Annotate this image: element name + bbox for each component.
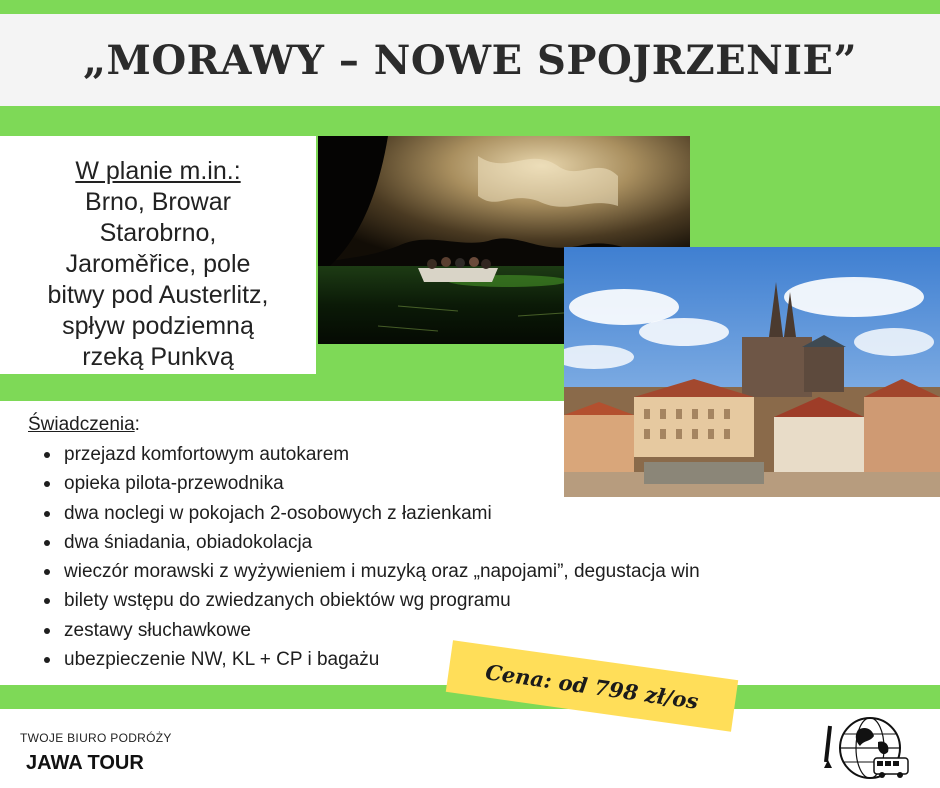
list-item: przejazd komfortowym autokarem	[64, 440, 700, 469]
plan-line: bitwy pod Austerlitz,	[47, 281, 269, 309]
plan-line: spływ podziemną	[62, 312, 254, 340]
agency-tagline: TWOJE BIURO PODRÓŻY	[20, 731, 172, 745]
plan-line: Brno, Browar	[85, 188, 231, 216]
plan-line: Starobrno,	[99, 219, 217, 247]
agency-name: JAWA TOUR	[26, 752, 144, 774]
benefits-heading: Świadczenia	[28, 414, 135, 435]
benefits-list	[28, 440, 700, 674]
price-text: Cena: od 798 zł/os	[483, 658, 701, 714]
list-item: bilety wstępu do zwiedzanych obiektów wg programu	[64, 586, 700, 615]
plan-heading: W planie m.in.:	[75, 157, 241, 185]
plan-box	[0, 136, 316, 374]
list-item: zestawy słuchawkowe	[64, 616, 700, 645]
top-green-band	[0, 0, 940, 14]
globe-bus-logo	[820, 712, 912, 782]
plan-text	[10, 156, 306, 373]
title-banner	[0, 14, 940, 106]
list-item: opieka pilota-przewodnika	[64, 469, 700, 498]
list-item: ubezpieczenie NW, KL + CP i bagażu	[64, 645, 700, 674]
benefits-heading-row	[28, 414, 700, 436]
list-item: wieczór morawski z wyżywieniem i muzyką oraz „napojami”, degustacja win	[64, 557, 700, 586]
plan-line: rzeką Punkvą	[82, 343, 234, 371]
list-item: dwa noclegi w pokojach 2-osobowych z łazienkami	[64, 499, 700, 528]
page-title: „MORAWY – NOWE SPOJRZENIE”	[83, 36, 857, 84]
benefits-heading-colon: :	[134, 414, 140, 435]
benefits-section	[28, 414, 700, 674]
list-item: dwa śniadania, obiadokolacja	[64, 528, 700, 557]
plan-line: Jaroměřice, pole	[65, 250, 251, 278]
